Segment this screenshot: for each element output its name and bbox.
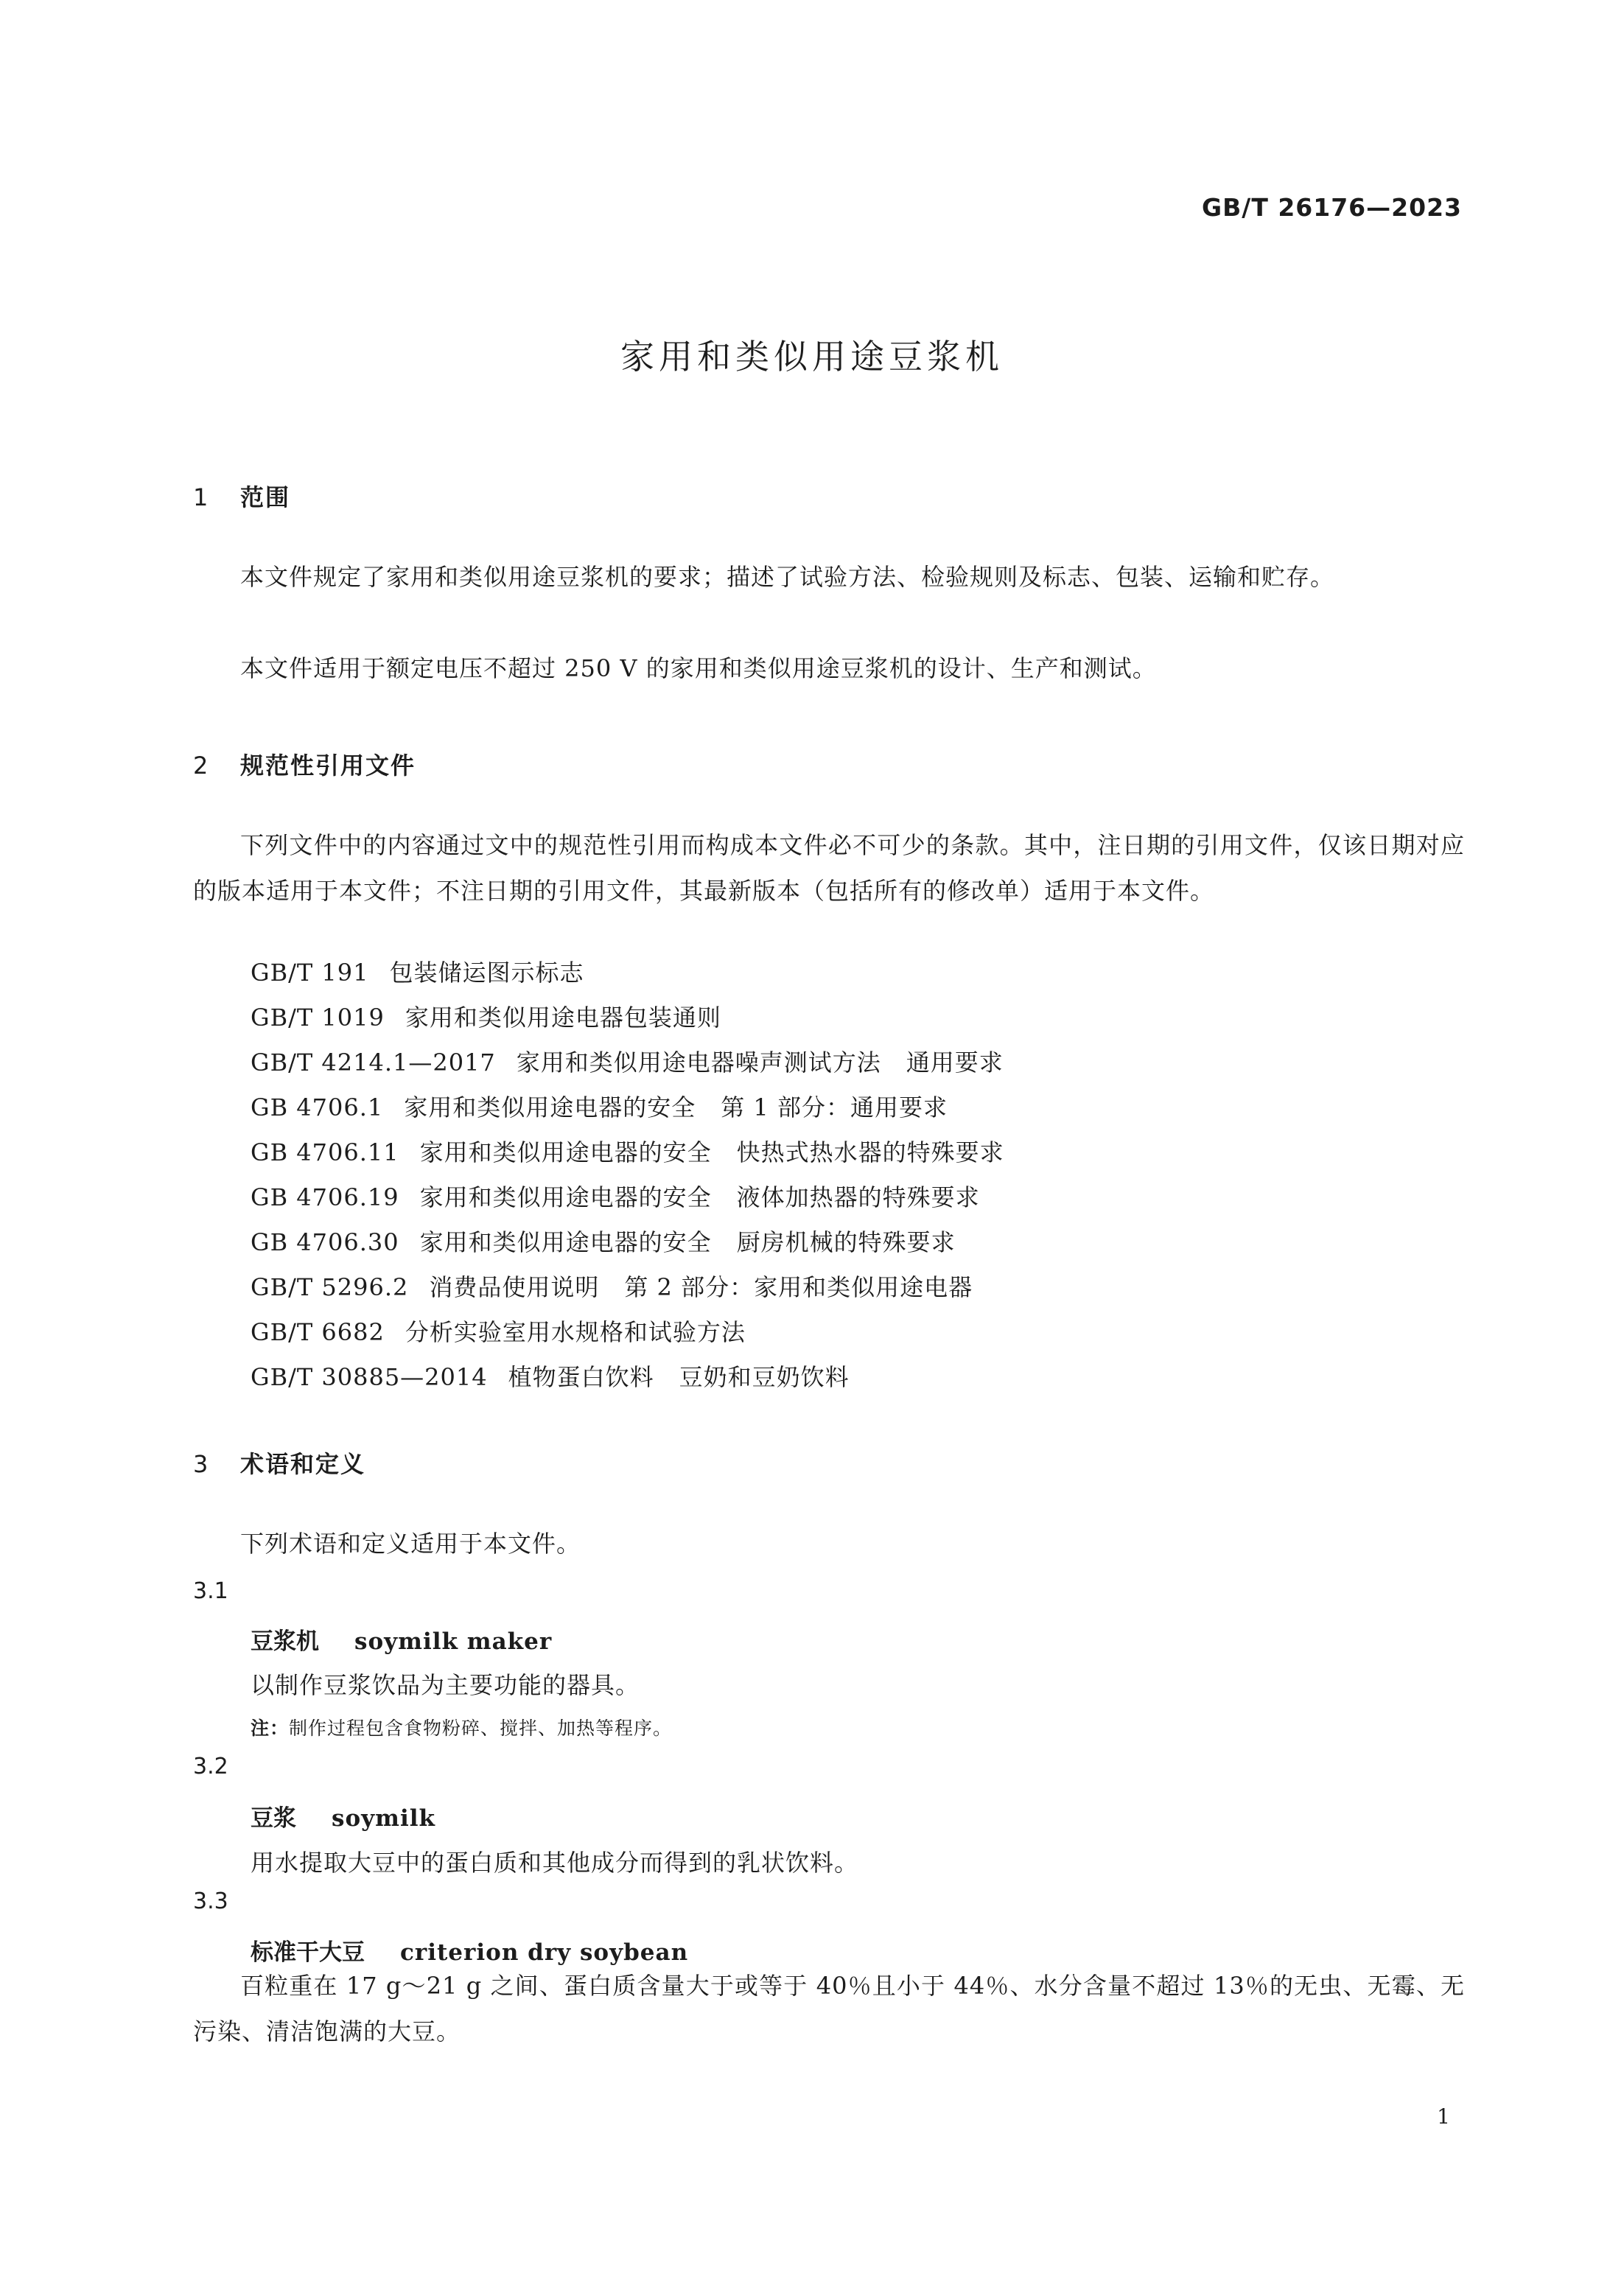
reference-code: GB 4706.30 xyxy=(251,1228,399,1256)
reference-item xyxy=(251,1228,956,1257)
section-title: 规范性引用文件 xyxy=(240,752,416,780)
term-note xyxy=(251,1714,672,1740)
term-en: soymilk xyxy=(332,1805,435,1832)
reference-part: 第 2 部分：家用和类似用途电器 xyxy=(624,1273,973,1301)
section-number: 2 xyxy=(193,752,210,780)
reference-title: 植物蛋白饮料 xyxy=(508,1363,654,1391)
section-3-heading xyxy=(193,1446,365,1480)
term-en: soymilk maker xyxy=(354,1628,553,1655)
reference-code: GB/T 30885—2014 xyxy=(251,1363,488,1391)
reference-title: 消费品使用说明 xyxy=(429,1273,600,1301)
term-number: 3.2 xyxy=(193,1754,228,1779)
reference-item xyxy=(251,1272,973,1302)
section-1-heading xyxy=(193,479,290,513)
reference-item xyxy=(251,1093,948,1122)
term-definition: 百粒重在 17 g～21 g 之间、蛋白质含量大于或等于 40％且小于 44％、水分含量不超过 13％的无虫、无霉、无污染、清洁饱满的大豆。 xyxy=(193,1972,1465,2045)
reference-part: 豆奶和豆奶饮料 xyxy=(679,1363,850,1391)
term-definition: 用水提取大豆中的蛋白质和其他成分而得到的乳状饮料。 xyxy=(251,1849,859,1877)
reference-part: 第 1 部分：通用要求 xyxy=(721,1093,948,1121)
reference-code: GB/T 5296.2 xyxy=(251,1273,409,1301)
section-2-heading xyxy=(193,747,416,781)
reference-item xyxy=(251,1003,721,1032)
reference-title: 家用和类似用途电器包装通则 xyxy=(405,1004,721,1032)
reference-code: GB 4706.11 xyxy=(251,1138,399,1166)
reference-code: GB/T 4214.1—2017 xyxy=(251,1049,496,1077)
reference-code: GB 4706.1 xyxy=(251,1093,384,1121)
reference-item xyxy=(251,1183,980,1212)
reference-title: 家用和类似用途电器的安全 xyxy=(419,1228,712,1256)
terms-intro-paragraph: 下列术语和定义适用于本文件。 xyxy=(240,1530,581,1558)
section-title: 范围 xyxy=(240,483,291,511)
scope-paragraph-1: 本文件规定了家用和类似用途豆浆机的要求；描述了试验方法、检验规则及标志、包装、运输和贮存。 xyxy=(240,563,1335,591)
reference-item xyxy=(251,1362,850,1392)
reference-code: GB/T 191 xyxy=(251,959,369,987)
note-text: 制作过程包含食物粉碎、搅拌、加热等程序。 xyxy=(289,1718,673,1739)
reference-part: 液体加热器的特殊要求 xyxy=(736,1183,980,1211)
section-title: 术语和定义 xyxy=(240,1450,366,1478)
reference-item xyxy=(251,1138,1004,1167)
term-heading xyxy=(251,1799,435,1832)
reference-code: GB/T 1019 xyxy=(251,1004,385,1032)
section-number: 1 xyxy=(193,483,210,511)
term-en: criterion dry soybean xyxy=(400,1939,689,1966)
reference-part: 厨房机械的特殊要求 xyxy=(736,1228,956,1256)
reference-title: 包装储运图示标志 xyxy=(389,959,584,987)
term-heading xyxy=(251,1933,688,1967)
standard-number: GB/T 26176—2023 xyxy=(1202,193,1462,222)
reference-title: 家用和类似用途电器的安全 xyxy=(419,1138,712,1166)
reference-item xyxy=(251,1048,1004,1077)
reference-item xyxy=(251,1317,746,1347)
term-heading xyxy=(251,1622,552,1656)
refs-intro-paragraph: 下列文件中的内容通过文中的规范性引用而构成本文件必不可少的条款。其中，注日期的引用文件，仅该日期对应的版本适用于本文件；不注日期的引用文件，其最新版本（包括所有的修改单）适用于本文件。 xyxy=(193,831,1465,905)
reference-title: 家用和类似用途电器噪声测试方法 xyxy=(516,1049,881,1077)
section-number: 3 xyxy=(193,1450,210,1478)
term-definition: 以制作豆浆饮品为主要功能的器具。 xyxy=(251,1671,640,1699)
reference-code: GB/T 6682 xyxy=(251,1318,385,1346)
scope-paragraph-2: 本文件适用于额定电压不超过 250 V 的家用和类似用途豆浆机的设计、生产和测试。 xyxy=(240,654,1157,682)
document-title: 家用和类似用途豆浆机 xyxy=(620,337,1004,377)
term-zh: 豆浆机 xyxy=(251,1628,319,1655)
reference-part: 快热式热水器的特殊要求 xyxy=(736,1138,1004,1166)
term-number: 3.1 xyxy=(193,1578,228,1604)
term-zh: 标准干大豆 xyxy=(251,1939,365,1966)
page-number: 1 xyxy=(1437,2104,1450,2129)
reference-part: 通用要求 xyxy=(906,1049,1004,1077)
reference-item xyxy=(251,958,584,987)
reference-title: 家用和类似用途电器的安全 xyxy=(404,1093,696,1121)
reference-title: 家用和类似用途电器的安全 xyxy=(419,1183,712,1211)
term-zh: 豆浆 xyxy=(251,1805,296,1832)
term-number: 3.3 xyxy=(193,1888,228,1914)
note-label: 注： xyxy=(251,1718,290,1739)
reference-code: GB 4706.19 xyxy=(251,1183,399,1211)
reference-title: 分析实验室用水规格和试验方法 xyxy=(405,1318,746,1346)
